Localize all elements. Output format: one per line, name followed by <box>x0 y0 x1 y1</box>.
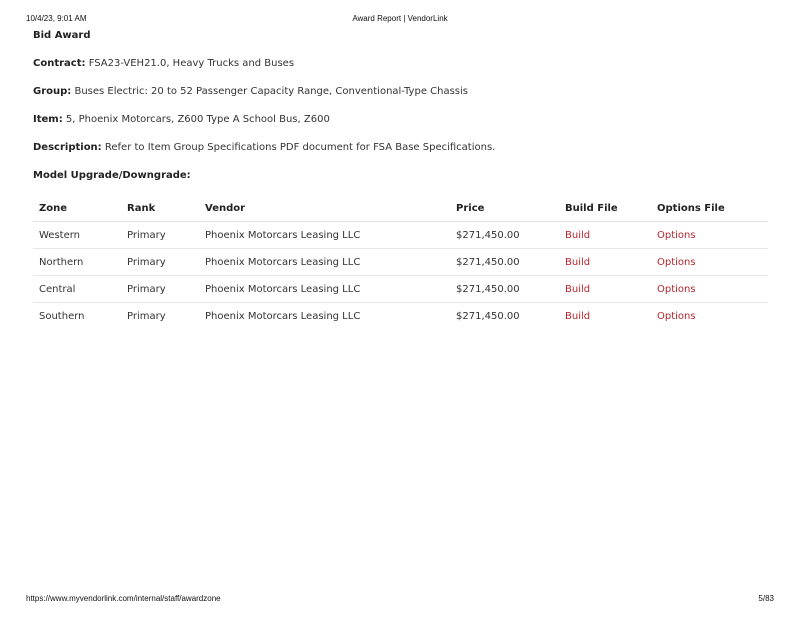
zone-cell: Southern <box>39 310 85 322</box>
page-url: https://www.myvendorlink.com/internal/staff/awardzone <box>26 594 221 603</box>
print-footer <box>26 594 774 606</box>
build-file-link[interactable]: Build <box>565 256 591 268</box>
options-file-link[interactable]: Options <box>657 310 696 322</box>
table-header-row <box>33 195 768 222</box>
item-label: Item: <box>33 114 63 125</box>
contract-field <box>33 57 768 71</box>
rank-cell: Primary <box>121 276 199 303</box>
zone-cell: Northern <box>33 249 121 276</box>
description-field <box>33 141 768 155</box>
rank-cell: Primary <box>127 310 166 322</box>
print-header <box>26 14 774 26</box>
price-cell: $271,450.00 <box>456 310 520 322</box>
zone-cell: Western <box>33 222 121 249</box>
column-header-options-file: Options File <box>651 195 768 222</box>
column-header-zone: Zone <box>33 195 121 222</box>
options-file-link[interactable]: Options <box>657 283 696 295</box>
description-label: Description: <box>33 142 102 153</box>
group-value: Buses Electric: 20 to 52 Passenger Capacity Range, Conventional-Type Chassis <box>74 86 469 97</box>
group-field <box>33 85 768 99</box>
table-row <box>33 303 768 330</box>
options-file-link[interactable]: Options <box>657 256 696 268</box>
options-file-link[interactable]: Options <box>657 229 696 241</box>
build-file-link[interactable]: Build <box>565 283 591 295</box>
model-upgrade-field <box>33 169 768 183</box>
description-value: Refer to Item Group Specifications PDF document for FSA Base Specifications. <box>104 142 496 153</box>
document-title: Award Report | VendorLink <box>352 14 448 23</box>
contract-value: FSA23-VEH21.0, Heavy Trucks and Buses <box>88 58 295 69</box>
column-header-rank: Rank <box>121 195 199 222</box>
build-file-link[interactable]: Build <box>565 310 591 322</box>
contract-label: Contract: <box>33 58 86 69</box>
print-datetime: 10/4/23, 9:01 AM <box>26 14 87 23</box>
zone-cell: Central <box>33 276 121 303</box>
item-field <box>33 113 768 127</box>
price-cell: $271,450.00 <box>450 276 559 303</box>
table-row <box>33 222 768 249</box>
report-heading: Bid Award <box>33 30 91 41</box>
award-table <box>33 195 768 329</box>
table-row <box>33 249 768 276</box>
vendor-cell: Phoenix Motorcars Leasing LLC <box>205 310 361 322</box>
price-cell: $271,450.00 <box>450 249 559 276</box>
column-header-vendor: Vendor <box>199 195 450 222</box>
page-number: 5/83 <box>758 594 774 603</box>
build-file-link[interactable]: Build <box>565 229 591 241</box>
column-header-price: Price <box>450 195 559 222</box>
rank-cell: Primary <box>121 222 199 249</box>
award-report <box>33 29 768 322</box>
group-label: Group: <box>33 86 72 97</box>
vendor-cell: Phoenix Motorcars Leasing LLC <box>199 276 450 303</box>
price-cell: $271,450.00 <box>450 222 559 249</box>
item-value: 5, Phoenix Motorcars, Z600 Type A School Bus, Z600 <box>65 114 330 125</box>
table-row <box>33 276 768 303</box>
vendor-cell: Phoenix Motorcars Leasing LLC <box>199 249 450 276</box>
vendor-cell: Phoenix Motorcars Leasing LLC <box>199 222 450 249</box>
column-header-build-file: Build File <box>559 195 651 222</box>
rank-cell: Primary <box>121 249 199 276</box>
model-upgrade-label: Model Upgrade/Downgrade: <box>33 170 191 181</box>
